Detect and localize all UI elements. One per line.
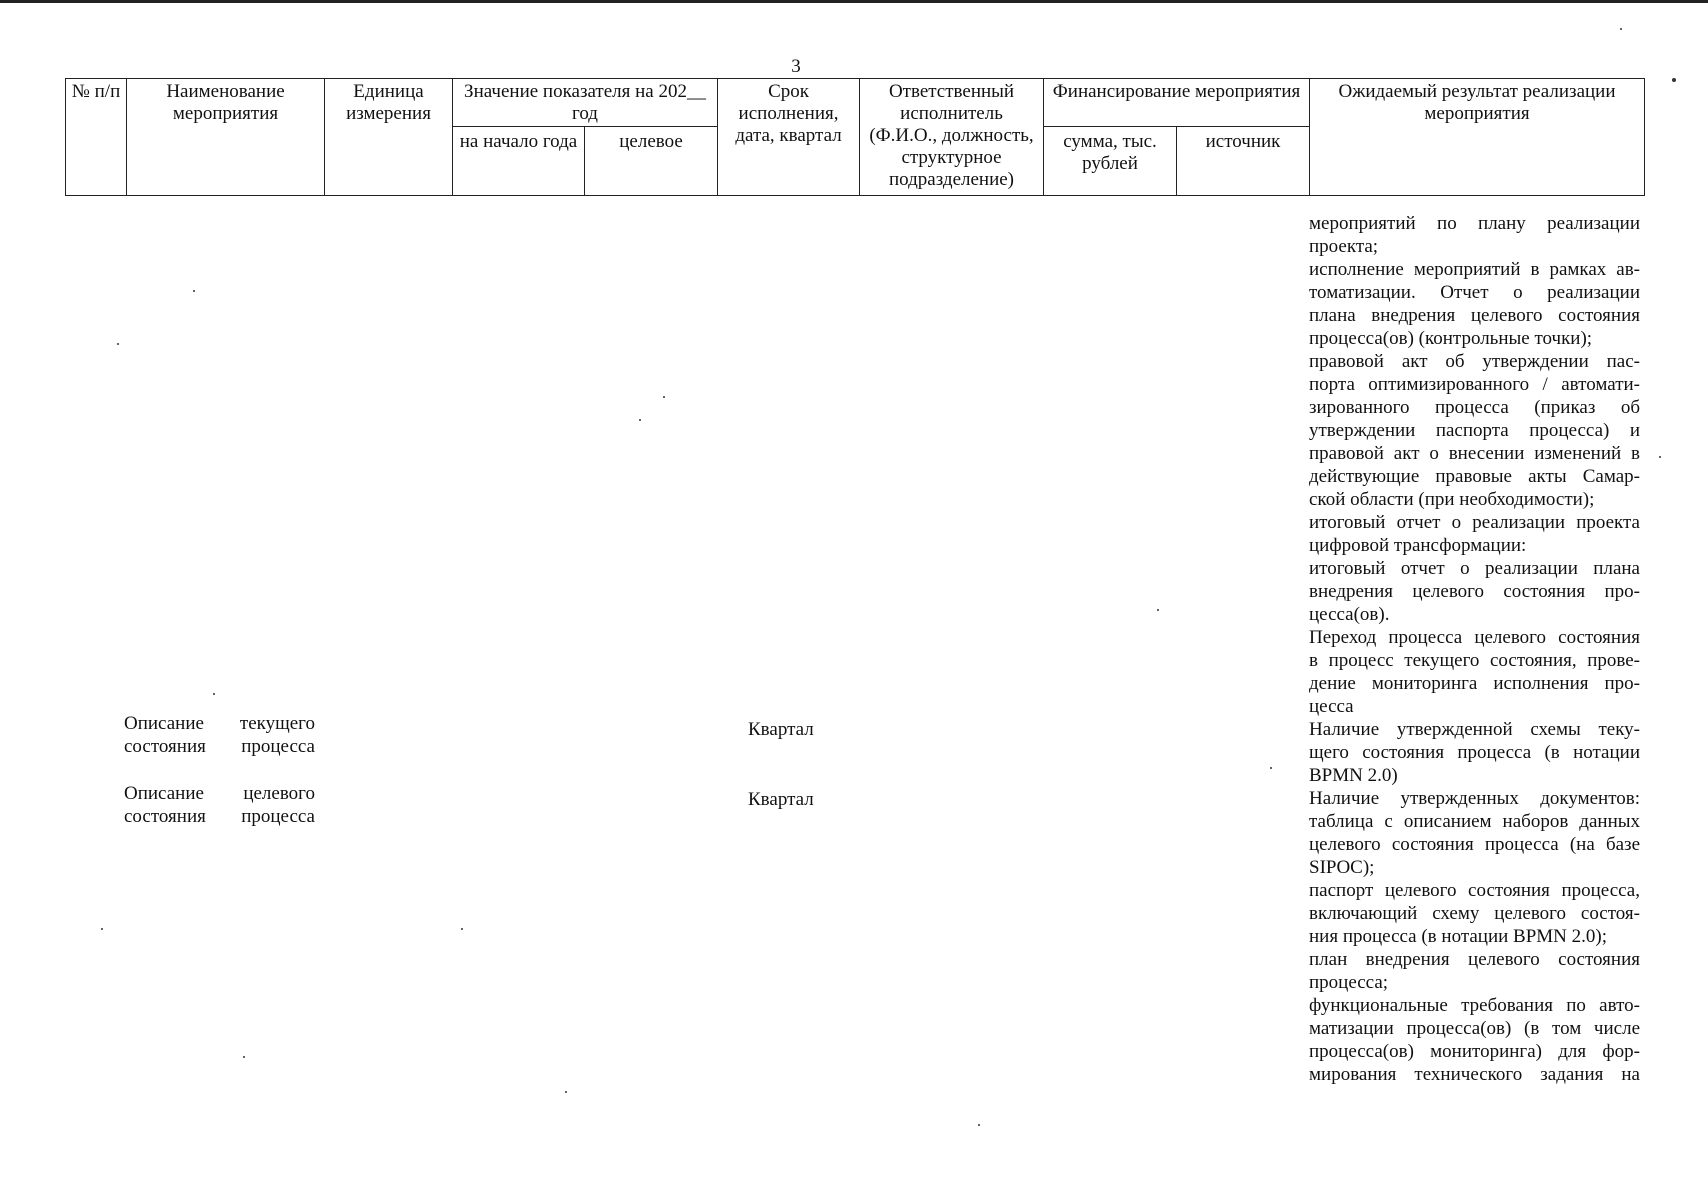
result-line: BPMN 2.0) <box>1309 765 1398 786</box>
result-line: процесса; <box>1309 972 1389 993</box>
header-value-start: на начало года <box>453 127 585 196</box>
result-line: процесса(ов) (контрольные точки); <box>1309 328 1593 349</box>
result-line: цифровой трансформации: <box>1309 535 1527 556</box>
header-num: № п/п <box>66 79 127 196</box>
header-responsible: Ответственный исполнитель (Ф.И.О., должность, структурное подразделение) <box>860 79 1044 196</box>
result-line: Наличие утвержденных документов: <box>1309 788 1640 809</box>
header-result: Ожидаемый результат реализации мероприятия <box>1310 79 1645 196</box>
result-line: целевого состояния процесса (на базе <box>1309 834 1640 855</box>
scan-speck <box>663 396 665 398</box>
result-line: процесса(ов) мониторинга) для фор- <box>1309 1041 1640 1062</box>
result-line: проекта; <box>1309 236 1379 257</box>
result-line: дение мониторинга исполнения про- <box>1309 673 1640 694</box>
result-line: исполнение мероприятий в рамках ав- <box>1309 259 1640 280</box>
result-line: зированного процесса (приказ об <box>1309 397 1640 418</box>
result-line: мирования технического задания на <box>1309 1064 1640 1085</box>
header-value-target: целевое <box>585 127 718 196</box>
scan-speck <box>1659 456 1661 458</box>
row-1-deadline: Квартал <box>748 719 814 740</box>
page-number: 3 <box>791 56 801 77</box>
result-line: ской области (при необходимости); <box>1309 489 1595 510</box>
result-line: томатизации. Отчет о реализации <box>1309 282 1640 303</box>
scan-speck <box>101 928 103 930</box>
result-line: функциональные требования по авто- <box>1309 995 1640 1016</box>
result-line: Наличие утвержденной схемы теку- <box>1309 719 1640 740</box>
result-line: ния процесса (в нотации BPMN 2.0); <box>1309 926 1607 947</box>
scan-speck <box>1620 28 1622 30</box>
result-line: внедрения целевого состояния про- <box>1309 581 1640 602</box>
result-line: в процесс текущего состояния, прове- <box>1309 650 1640 671</box>
result-line: цесса <box>1309 696 1354 717</box>
result-line: итоговый отчет о реализации проекта <box>1309 512 1640 533</box>
scan-speck <box>1270 767 1272 769</box>
scan-speck <box>565 1091 567 1093</box>
scan-top-edge <box>0 0 1708 3</box>
row-2-name: Описание целевого состояния процесса <box>124 783 315 827</box>
header-fin-sum: сумма, тыс. рублей <box>1044 127 1177 196</box>
result-line: действующие правовые акты Самар- <box>1309 466 1640 487</box>
header-deadline: Срок исполнения, дата, квартал <box>718 79 860 196</box>
scan-speck <box>639 419 641 421</box>
result-line: правовой акт о внесении изменений в <box>1309 443 1640 464</box>
scan-speck <box>243 1056 245 1058</box>
result-line: утверждении паспорта процесса) и <box>1309 420 1640 441</box>
row-2-deadline: Квартал <box>748 789 814 810</box>
result-line: порта оптимизированного / автомати- <box>1309 374 1640 395</box>
result-line: щего состояния процесса (в нотации <box>1309 742 1640 763</box>
header-financing: Финансирование мероприятия <box>1044 79 1310 127</box>
result-line: таблица с описанием наборов данных <box>1309 811 1640 832</box>
row-1-name: Описание текущего состояния процесса <box>124 713 315 757</box>
result-line: итоговый отчет о реализации плана <box>1309 558 1640 579</box>
result-line: включающий схему целевого состоя- <box>1309 903 1640 924</box>
result-line: матизации процесса(ов) (в том числе <box>1309 1018 1640 1039</box>
result-line: мероприятий по плану реализации <box>1309 213 1640 234</box>
scan-speck <box>1157 609 1159 611</box>
header-fin-source: источник <box>1177 127 1310 196</box>
result-line: паспорт целевого состояния процесса, <box>1309 880 1640 901</box>
header-name: Наименование мероприятия <box>127 79 325 196</box>
scan-speck <box>1672 78 1676 82</box>
result-line: план внедрения целевого состояния <box>1309 949 1640 970</box>
result-line: Переход процесса целевого состояния <box>1309 627 1640 648</box>
scan-speck <box>117 343 119 345</box>
scan-speck <box>193 290 195 292</box>
result-column <box>1309 212 1640 1086</box>
header-unit: Единица измерения <box>325 79 453 196</box>
result-line: SIPOC); <box>1309 857 1375 878</box>
result-line: плана внедрения целевого состояния <box>1309 305 1640 326</box>
scan-speck <box>978 1124 980 1126</box>
scan-speck <box>461 928 463 930</box>
header-value: Значение показателя на 202__ год <box>453 79 718 127</box>
table-header <box>65 78 1645 196</box>
result-line: правовой акт об утверждении пас- <box>1309 351 1640 372</box>
result-line: цесса(ов). <box>1309 604 1390 625</box>
scan-speck <box>213 693 215 695</box>
